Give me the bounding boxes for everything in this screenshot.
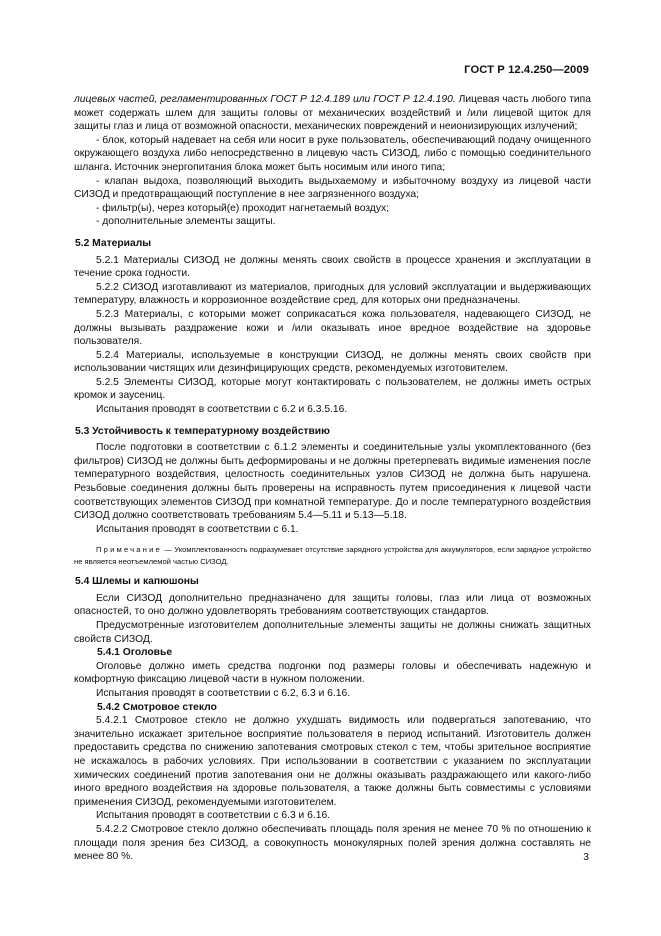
note-paragraph	[74, 544, 591, 567]
document-body	[74, 93, 591, 864]
document-header-id: ГОСТ Р 12.4.250—2009	[464, 64, 589, 76]
paragraph-5-3-tests: Испытания проводят в соответствии с 6.1.	[96, 523, 299, 535]
list-item: - клапан выдоха, позволяющий выходить выдыхаемому и избыточному воздуху из лицевой части СИЗОД и предотвращающий поступление в нее загрязненного воздуха;	[74, 175, 591, 201]
paragraph-5-4-2-1: 5.4.2.1 Смотровое стекло не должно ухудшать видимость или подвергаться запотеванию, что значительно искажает зрительное восприятие пользователя в период испытаний. Изготовитель должен предоставить средства по снижению запотевания смотровых стекол с тем, чтобы зрительное восприятие не искажалось в рабочих условиях. При использовании в соответствии с указанием по эксплуатации химических соединений против запотевания они не должны оказывать раздражающего или какого-либо иного вредного воздействия на здоровье пользователя, а также должны быть совместимы с условиями применения СИЗОД, рекомендуемыми изготовителем.	[74, 715, 591, 808]
list-item: - фильтр(ы), через который(е) проходит нагнетаемый воздух;	[96, 202, 389, 214]
section-heading-5-3: 5.3 Устойчивость к температурному воздействию	[75, 425, 330, 437]
section-heading-5-4: 5.4 Шлемы и капюшоны	[75, 576, 199, 588]
paragraph-5-4-2-tests: Испытания проводят в соответствии с 6.3 и 6.16.	[96, 810, 331, 822]
paragraph-5-4-b: Предусмотренные изготовителем дополнительные элементы защиты не должны снижать защитных свойств СИЗОД.	[74, 620, 591, 645]
intro-paragraph	[74, 93, 591, 134]
paragraph-5-2-5: 5.2.5 Элементы СИЗОД, которые могут контактировать с пользователем, не должны иметь острых кромок и заусениц.	[74, 376, 591, 402]
paragraph-5-4-1-tests: Испытания проводят в соответствии с 6.2, 6.3 и 6.16.	[96, 687, 351, 699]
list-item: - блок, который надевает на себя или носит в руке пользователь, обеспечивающий подачу очищенного окружающего воздуха либо непосредственно в лицевую часть СИЗОД, либо с помощью соединительного шланга. Источник энергопитания блока может быть носимым или иного типа;	[74, 134, 591, 173]
paragraph-5-2-tests: Испытания проводят в соответствии с 6.2 и 6.3.5.16.	[96, 404, 348, 416]
intro-text: Лицевая часть любого типа может содержать шлем для защиты головы от механических воздействий и /или лицевой щиток для защиты глаз и лица от возможной опасности, механических повреждений и неионизирующих излучений;	[74, 94, 591, 133]
paragraph-5-4-a: Если СИЗОД дополнительно предназначено для защиты головы, глаз или лица от возможных опасностей, то оно должно удовлетворять требованиям соответствующих стандартов.	[74, 592, 591, 618]
paragraph-5-2-3: 5.2.3 Материалы, с которыми может соприкасаться кожа пользователя, надевающего СИЗОД, не должны вызывать раздражение кожи и /или оказывать иное вредное воздействие на здоровье пользователя.	[74, 308, 591, 348]
section-heading-5-4-1: 5.4.1 Оголовье	[97, 647, 173, 659]
paragraph-5-4-1-a: Оголовье должно иметь средства подгонки под размеры головы и обеспечивать надежную и комфортную фиксацию лицевой части в нужном положении.	[74, 660, 591, 686]
paragraph-5-2-1: 5.2.1 Материалы СИЗОД не должны менять своих свойств в процессе хранения и эксплуатации в течение срока годности.	[74, 254, 591, 280]
paragraph-5-2-4: 5.2.4 Материалы, используемые в конструкции СИЗОД, не должны менять своих свойств при использовании чистящих или дезинфицирующих средств, рекомендуемых изготовителем.	[74, 349, 591, 375]
intro-italic-text: лицевых частей, регламентированных ГОСТ Р 12.4.189 или ГОСТ Р 12.4.190.	[74, 94, 456, 105]
note-label: Примечание	[96, 545, 162, 555]
section-heading-5-4-2: 5.4.2 Смотровое стекло	[97, 701, 217, 713]
page-number: 3	[583, 852, 589, 863]
paragraph-5-4-2-2: 5.4.2.2 Смотровое стекло должно обеспечивать площадь поля зрения не менее 70 % по отношению к площади поля зрения без СИЗОД, а совокупность монокулярных полей зрения должна составлять не менее 80 %.	[74, 823, 591, 863]
note-text: — Укомплектованность подразумевает отсутствие зарядного устройства для аккумуляторов, если зарядное устройство не является неотъемлемой частью СИЗОД.	[74, 545, 591, 566]
paragraph-5-3-main: После подготовки в соответствии с 6.1.2 элементы и соединительные узлы укомплектованного (без фильтров) СИЗОД не должны быть деформированы и не должны претерпевать видимые изменения после температурного воздействия, целостность соединительных узлов СИЗОД не должна быть нарушена. Резьбовые соединения должны быть проверены на исправность путем присоединения к лицевой части соответствующих элементов СИЗОД при комнатной температуре. До и после температурного воздействия СИЗОД должно соответствовать требованиям 5.4—5.11 и 5.13—5.18.	[74, 442, 591, 522]
section-heading-5-2: 5.2 Материалы	[75, 237, 152, 249]
list-item: - дополнительные элементы защиты.	[96, 216, 276, 228]
paragraph-5-2-2: 5.2.2 СИЗОД изготавливают из материалов, пригодных для условий эксплуатации и выдерживающих температуру, влажность и коррозионное воздействие сред, для которых они предназначены.	[74, 281, 591, 307]
